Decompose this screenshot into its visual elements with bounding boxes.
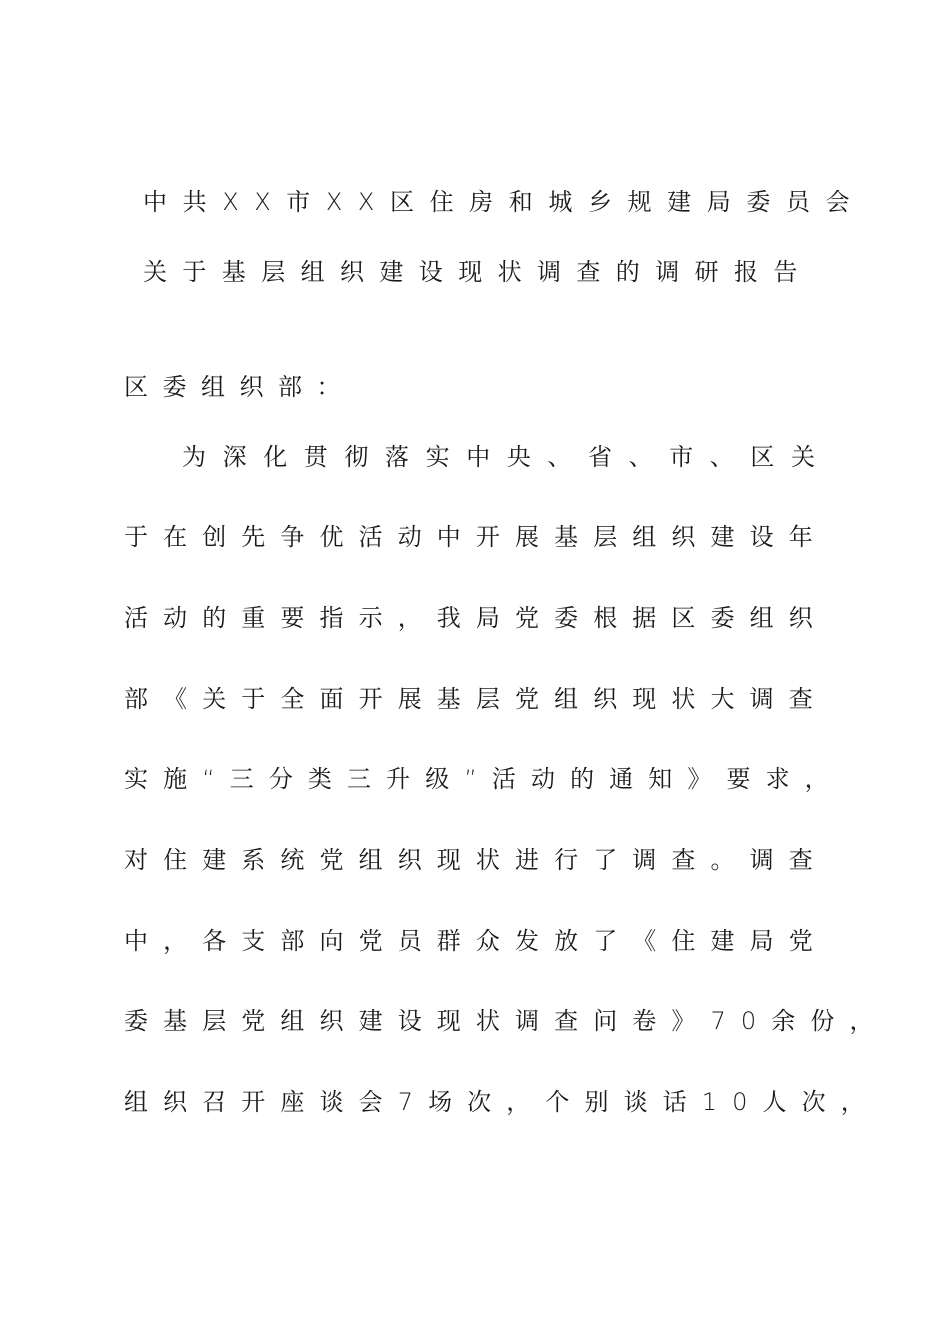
body-line: 部《关于全面开展基层党组织现状大调查: [124, 685, 828, 713]
body-line: 活动的重要指示，我局党委根据区委组织: [124, 604, 828, 632]
body-line: 对住建系统党组织现状进行了调查。调查: [124, 846, 828, 874]
body-line: 为深化贯彻落实中央、省、市、区关: [182, 443, 832, 471]
document-title-line-2: 关于基层组织建设现状调查的调研报告: [143, 258, 813, 286]
body-line: 于在创先争优活动中开展基层组织建设年: [124, 523, 828, 551]
body-line: 组织召开座谈会7场次，个别谈话10人次，: [124, 1088, 880, 1116]
body-line: 中，各支部向党员群众发放了《住建局党: [124, 927, 828, 955]
salutation: 区委组织部：: [124, 373, 355, 401]
document-title-line-1: 中共XX市XX区住房和城乡规建局委员会: [143, 188, 866, 216]
body-line: 实施“三分类三升级”活动的通知》要求，: [124, 765, 844, 793]
body-line: 委基层党组织建设现状调查问卷》70余份，: [124, 1007, 889, 1035]
